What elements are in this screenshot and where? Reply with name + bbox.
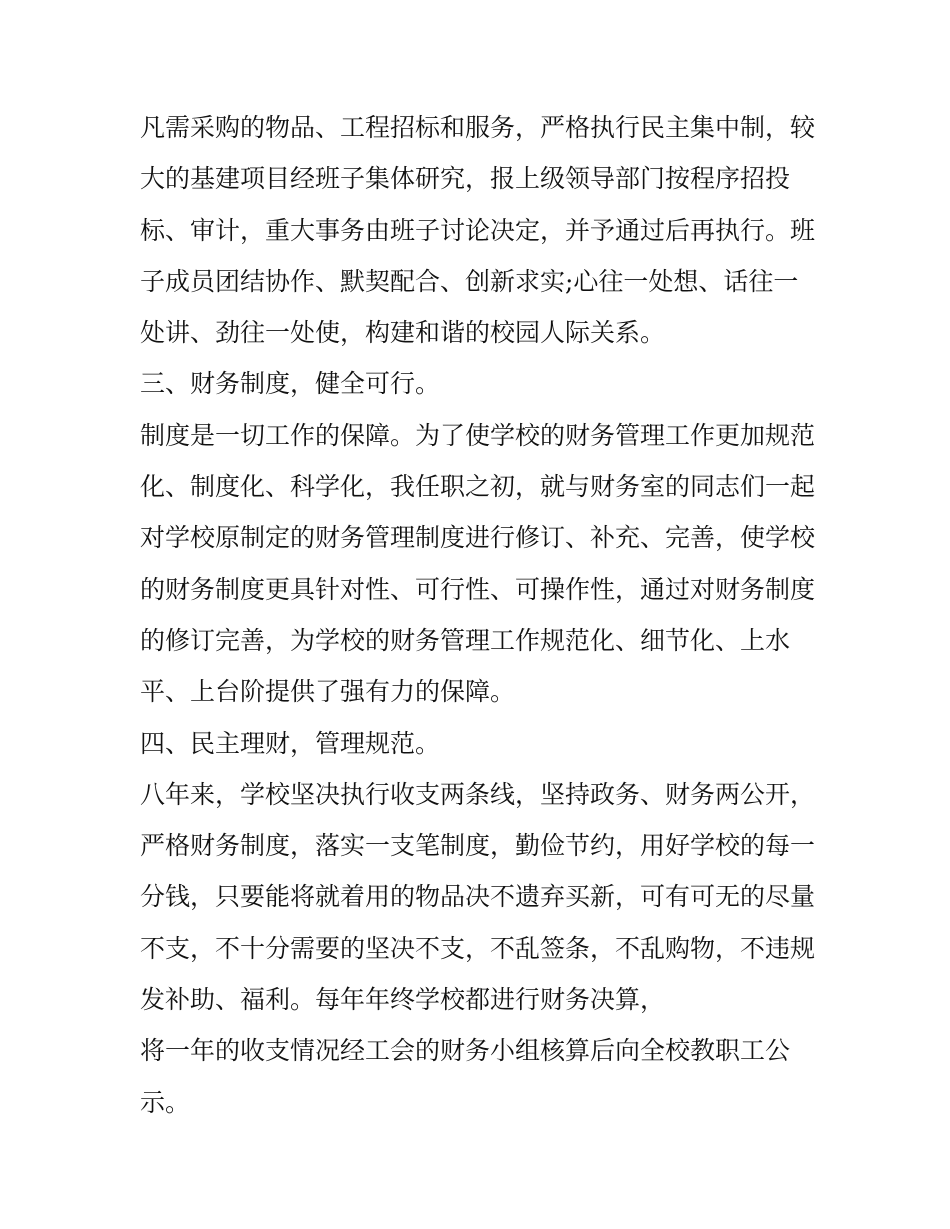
text-line: 示。 — [140, 1087, 191, 1117]
text-line: 的修订完善，为学校的财务管理工作规范化、细节化、上水 — [140, 625, 791, 655]
text-line: 八年来，学校坚决执行收支两条线，坚持政务、财务两公开， — [140, 779, 816, 809]
text-line: 对学校原制定的财务管理制度进行修订、补充、完善，使学校 — [140, 523, 816, 553]
text-line: 子成员团结协作、默契配合、创新求实;心往一处想、话往一 — [140, 266, 799, 296]
text-line: 平、上台阶提供了强有力的保障。 — [140, 677, 516, 707]
text-line: 不支，不十分需要的坚决不支，不乱签条，不乱购物，不违规 — [140, 933, 816, 963]
text-line: 制度是一切工作的保障。为了使学校的财务管理工作更加规范 — [140, 420, 816, 450]
section-heading-3: 三、财务制度，健全可行。 — [140, 369, 441, 399]
text-line: 化、制度化、科学化，我任职之初，就与财务室的同志们一起 — [140, 472, 816, 502]
text-line: 的财务制度更具针对性、可行性、可操作性，通过对财务制度 — [140, 574, 816, 604]
text-line: 将一年的收支情况经工会的财务小组核算后向全校教职工公 — [140, 1036, 791, 1066]
text-line: 严格财务制度，落实一支笔制度，勤俭节约，用好学校的每一 — [140, 831, 816, 861]
text-line: 处讲、劲往一处使，构建和谐的校园人际关系。 — [140, 318, 666, 348]
section-heading-4: 四、民主理财，管理规范。 — [140, 728, 441, 758]
text-line: 大的基建项目经班子集体研究，报上级领导部门按程序招投 — [140, 164, 791, 194]
text-line: 发补助、福利。每年年终学校都进行财务决算， — [140, 985, 666, 1015]
text-line: 凡需采购的物品、工程招标和服务，严格执行民主集中制，较 — [140, 113, 816, 142]
text-line: 标、审计，重大事务由班子讨论决定，并予通过后再执行。班 — [140, 215, 816, 245]
text-line: 分钱，只要能将就着用的物品决不遗弃买新，可有可无的尽量 — [140, 882, 816, 912]
document-body — [140, 102, 820, 1128]
